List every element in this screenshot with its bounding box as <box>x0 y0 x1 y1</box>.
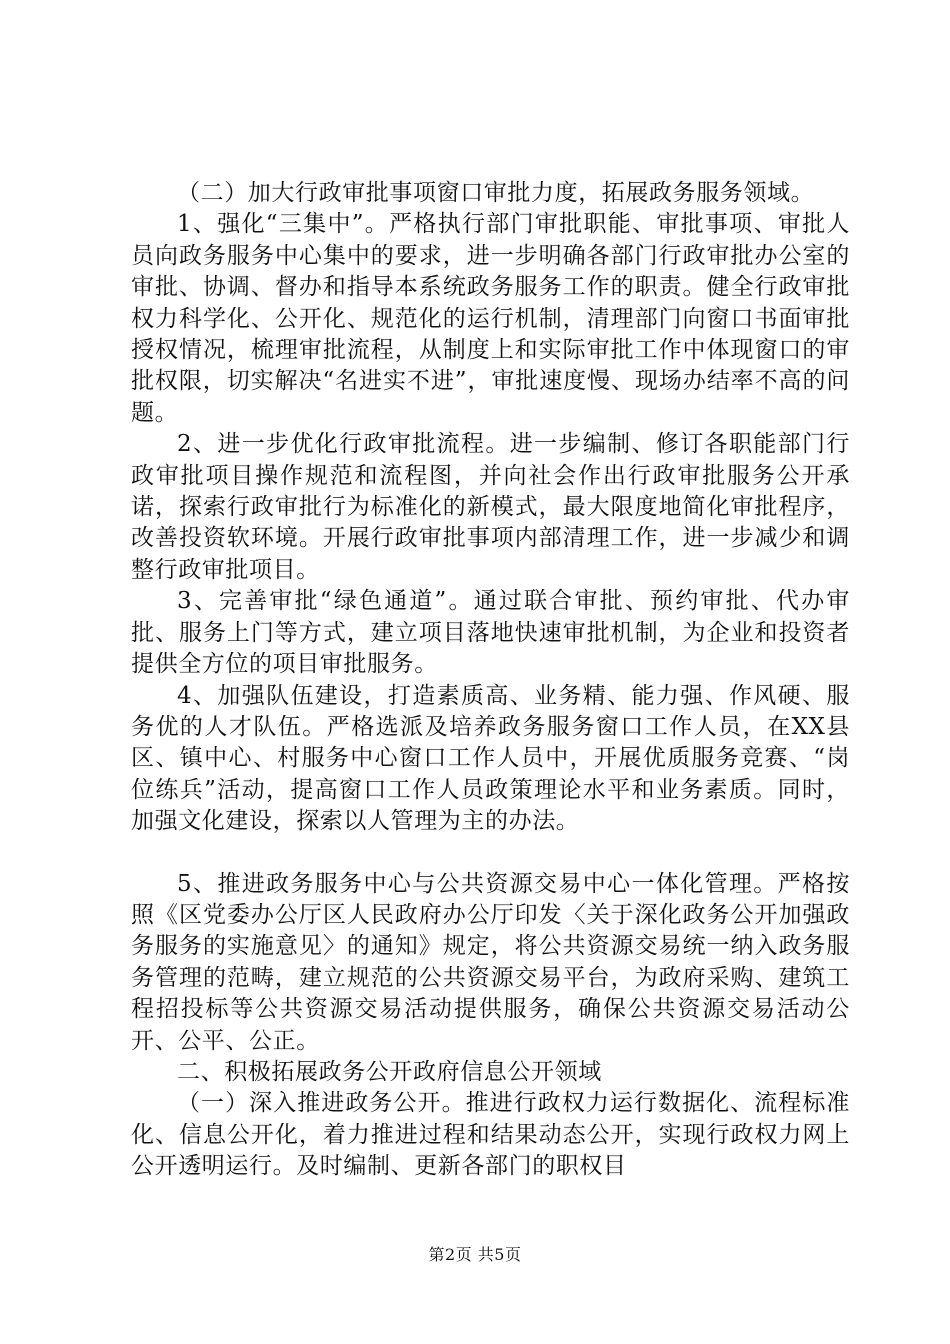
body-paragraph: 4、加强队伍建设，打造素质高、业务精、能力强、作风硬、服务优的人才队伍。严格选派及培养政务服务窗口工作人员，在XX县区、镇中心、村服务中心窗口工作人员中，开展优质服务竞赛、“岗位练兵”活动，提高窗口工作人员政策理论水平和业务素质。同时，加强文化建设，探索以人管理为主的办法。 <box>131 682 850 835</box>
section-heading-paragraph: （二）加大行政审批事项窗口审批力度，拓展政务服务领域。 <box>177 180 815 206</box>
document-body <box>131 178 850 1183</box>
body-paragraph: 5、推进政务服务中心与公共资源交易中心一体化管理。严格按照《区党委办公厅区人民政府办公厅印发〈关于深化政务公开加强政务服务的实施意见〉的通知》规定，将公共资源交易统一纳入政务服务管理的范畴，建立规范的公共资源交易平台，为政府采购、建筑工程招投标等公共资源交易活动提供服务，确保公共资源交易活动公开、公平、公正。 <box>131 870 850 1054</box>
body-paragraph: 2、进一步优化行政审批流程。进一步编制、修订各职能部门行政审批项目操作规范和流程图，并向社会作出行政审批服务公开承诺，探索行政审批行为标准化的新模式，最大限度地简化审批程序，改善投资软环境。开展行政审批事项内部清理工作，进一步减少和调整行政审批项目。 <box>131 431 850 583</box>
body-paragraph: 1、强化“三集中”。严格执行部门审批职能、审批事项、审批人员向政务服务中心集中的要求，进一步明确各部门行政审批办公室的审批、协调、督办和指导本系统政务服务工作的职责。健全行政审批权力科学化、公开化、规范化的运行机制，清理部门向窗口书面审批授权情况，梳理审批流程，从制度上和实际审批工作中体现窗口的审批权限，切实解决“名进实不进”，审批速度慢、现场办结率不高的问题。 <box>131 211 850 426</box>
body-paragraph: （一）深入推进政务公开。推进行政权力运行数据化、流程标准化、信息公开化，着力推进过程和结果动态公开，实现行政权力网上公开透明运行。及时编制、更新各部门的职权目 <box>131 1090 850 1180</box>
paragraph-spacer <box>131 838 850 869</box>
body-paragraph: 3、完善审批“绿色通道”。通过联合审批、预约审批、代办审批、服务上门等方式，建立项目落地快速审批机制，为企业和投资者提供全方位的项目审批服务。 <box>131 588 850 678</box>
section-heading-paragraph: 二、积极拓展政务公开政府信息公开领域 <box>177 1058 602 1085</box>
page-number-footer: 第2页 共5页 <box>428 1245 522 1264</box>
